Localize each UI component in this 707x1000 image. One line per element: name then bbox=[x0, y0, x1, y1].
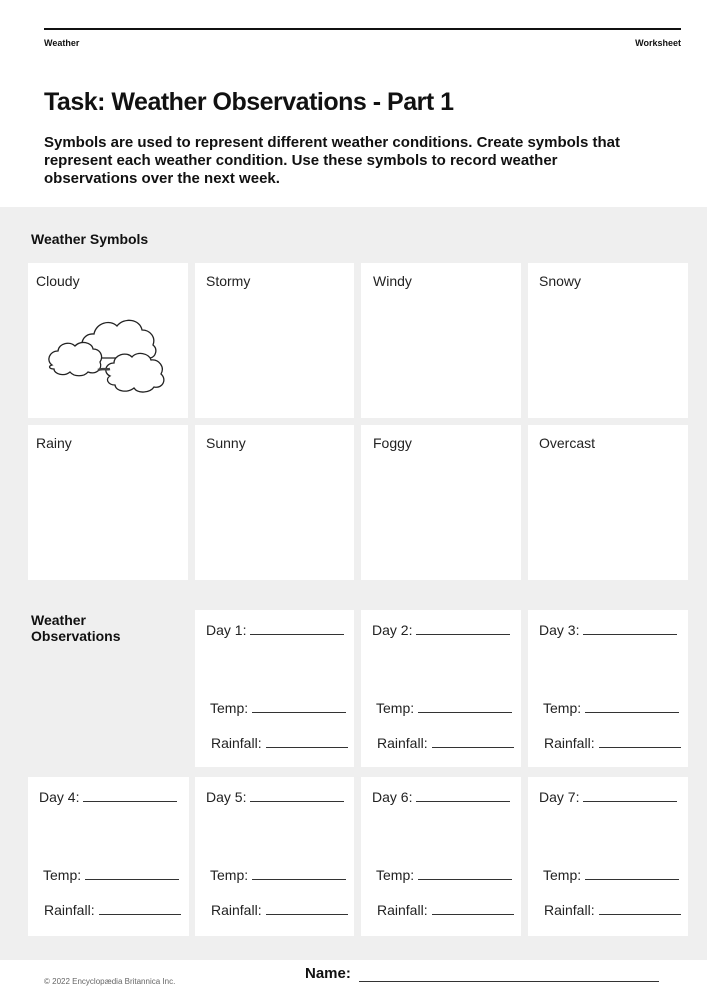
day-card-2[interactable] bbox=[361, 610, 521, 767]
temp-label: Temp: bbox=[543, 700, 679, 716]
rainfall-label: Rainfall: bbox=[44, 902, 181, 918]
day-card-4[interactable] bbox=[28, 777, 189, 936]
rainfall-label: Rainfall: bbox=[544, 735, 681, 751]
day-card-6[interactable] bbox=[361, 777, 521, 936]
date-line[interactable] bbox=[250, 801, 344, 802]
symbol-card-sunny[interactable] bbox=[195, 425, 354, 580]
day-label: Day 5: bbox=[206, 789, 344, 805]
rainfall-label: Rainfall: bbox=[377, 902, 514, 918]
rainfall-label: Rainfall: bbox=[544, 902, 681, 918]
name-label: Name: bbox=[305, 965, 351, 982]
temp-line[interactable] bbox=[252, 879, 346, 880]
rainfall-line[interactable] bbox=[432, 914, 514, 915]
symbol-label: Stormy bbox=[206, 273, 251, 289]
symbol-card-cloudy[interactable] bbox=[28, 263, 188, 418]
symbol-card-foggy[interactable] bbox=[361, 425, 521, 580]
symbol-card-stormy[interactable] bbox=[195, 263, 354, 418]
rainfall-label: Rainfall: bbox=[377, 735, 514, 751]
temp-line[interactable] bbox=[418, 712, 512, 713]
cloud-icon bbox=[46, 313, 171, 393]
symbol-label: Rainy bbox=[36, 435, 72, 451]
symbol-card-rainy[interactable] bbox=[28, 425, 188, 580]
symbols-heading: Weather Symbols bbox=[31, 231, 149, 247]
name-field[interactable] bbox=[359, 981, 659, 982]
copyright-notice: © 2022 Encyclopædia Britannica Inc. bbox=[44, 977, 176, 986]
instructions: Symbols are used to represent different weather conditions. Create symbols that represent each weather condition. Use these symbols to record weather observations over the next week. bbox=[44, 134, 620, 187]
day-label: Day 4: bbox=[39, 789, 177, 805]
observations-heading: Weather Observations bbox=[31, 612, 121, 644]
rainfall-label: Rainfall: bbox=[211, 735, 348, 751]
symbol-label: Foggy bbox=[373, 435, 412, 451]
temp-line[interactable] bbox=[585, 712, 679, 713]
date-line[interactable] bbox=[83, 801, 177, 802]
day-card-1[interactable] bbox=[195, 610, 354, 767]
date-line[interactable] bbox=[583, 801, 677, 802]
rainfall-line[interactable] bbox=[266, 747, 348, 748]
temp-label: Temp: bbox=[376, 867, 512, 883]
symbol-card-windy[interactable] bbox=[361, 263, 521, 418]
temp-label: Temp: bbox=[43, 867, 179, 883]
rainfall-line[interactable] bbox=[599, 914, 681, 915]
date-line[interactable] bbox=[416, 634, 510, 635]
symbol-label: Overcast bbox=[539, 435, 596, 451]
symbol-card-snowy[interactable] bbox=[528, 263, 688, 418]
date-line[interactable] bbox=[416, 801, 510, 802]
temp-label: Temp: bbox=[376, 700, 512, 716]
day-label: Day 6: bbox=[372, 789, 510, 805]
temp-line[interactable] bbox=[85, 879, 179, 880]
rainfall-line[interactable] bbox=[99, 914, 181, 915]
rainfall-line[interactable] bbox=[266, 914, 348, 915]
day-label: Day 1: bbox=[206, 622, 344, 638]
day-card-5[interactable] bbox=[195, 777, 354, 936]
symbol-label: Cloudy bbox=[36, 273, 80, 289]
date-line[interactable] bbox=[250, 634, 344, 635]
symbol-card-overcast[interactable] bbox=[528, 425, 688, 580]
temp-label: Temp: bbox=[210, 700, 346, 716]
temp-line[interactable] bbox=[418, 879, 512, 880]
day-card-3[interactable] bbox=[528, 610, 688, 767]
date-line[interactable] bbox=[583, 634, 677, 635]
symbol-label: Windy bbox=[373, 273, 412, 289]
rainfall-label: Rainfall: bbox=[211, 902, 348, 918]
rainfall-line[interactable] bbox=[432, 747, 514, 748]
header-type: Worksheet bbox=[635, 38, 681, 48]
header-subject: Weather bbox=[44, 38, 80, 48]
day-label: Day 3: bbox=[539, 622, 677, 638]
temp-line[interactable] bbox=[252, 712, 346, 713]
symbol-label: Snowy bbox=[539, 273, 582, 289]
temp-label: Temp: bbox=[210, 867, 346, 883]
symbol-label: Sunny bbox=[206, 435, 246, 451]
page-title: Task: Weather Observations - Part 1 bbox=[44, 88, 454, 116]
temp-label: Temp: bbox=[543, 867, 679, 883]
rainfall-line[interactable] bbox=[599, 747, 681, 748]
header-rule bbox=[44, 28, 681, 30]
day-card-7[interactable] bbox=[528, 777, 688, 936]
day-label: Day 7: bbox=[539, 789, 677, 805]
temp-line[interactable] bbox=[585, 879, 679, 880]
day-label: Day 2: bbox=[372, 622, 510, 638]
